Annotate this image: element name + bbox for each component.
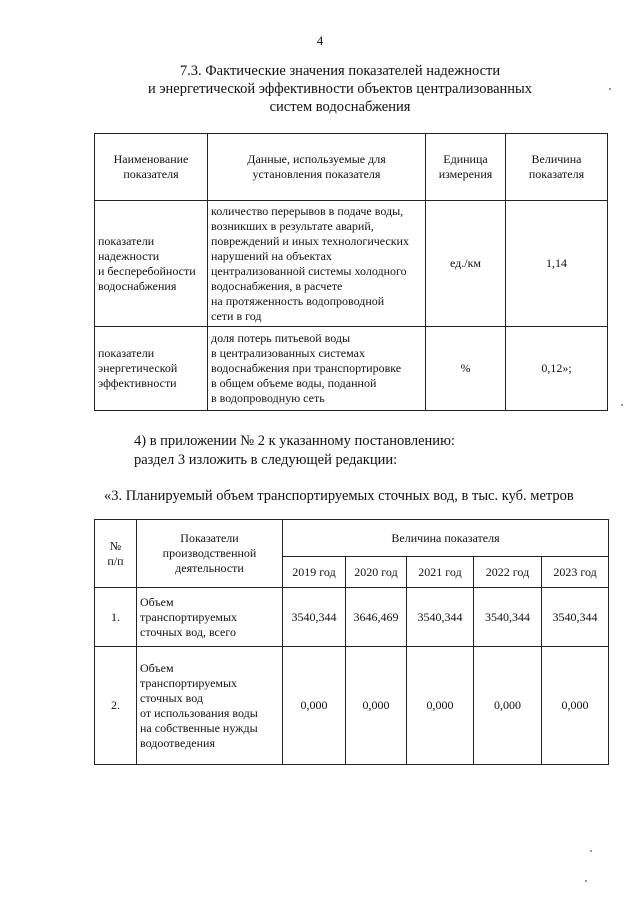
section-title [80,62,600,116]
page-number: 4 [316,33,324,48]
value-cell: 0,000 [283,647,346,765]
wastewater-volume-table [94,519,609,765]
table-row [95,327,608,411]
section-title-line: 7.3. Фактические значения показателей надежности [179,63,501,79]
header-indicator: Показатели производственной деятельности [137,520,283,588]
section-title-line: и энергетической эффективности объектов централизованных [147,81,533,97]
value-cell: 0,000 [474,647,542,765]
value-cell: 3540,344 [474,588,542,647]
indicator-name-cell: Объем транспортируемых сточных вод от использования воды на собственные нужды водоотведения [137,647,283,765]
table-row [95,201,608,327]
header-indicator-name: Наименование показателя [95,134,208,201]
indicator-data-cell: количество перерывов в подаче воды, возникших в результате аварий, повреждений и иных технологических нарушений на объектах централизованной системы холодного водоснабжения, в расчете на протяженность водопроводной сети в год [208,201,426,327]
indicator-data-cell: доля потерь питьевой воды в централизованных системах водоснабжения при транспортировке в общем объеме воды, поданной в водопроводную сеть [208,327,426,411]
paragraph-section: раздел 3 изложить в следующей редакции: [134,452,398,468]
header-year: 2023 год [542,557,609,588]
header-data-used: Данные, используемые для установления показателя [208,134,426,201]
header-year: 2022 год [474,557,542,588]
indicator-name-cell: показатели надежности и бесперебойности водоснабжения [95,201,208,327]
table-header-row [95,134,608,201]
value-cell: 3540,344 [283,588,346,647]
row-number: 1. [95,588,137,647]
paragraph-amendment: 4) в приложении № 2 к указанному постановлению: [134,433,455,449]
table-header-row [95,520,609,557]
scan-speck [590,850,592,852]
value-cell: 1,14 [506,201,608,327]
header-value-group: Величина показателя [283,520,609,557]
value-cell: 0,12»; [506,327,608,411]
unit-cell: ед./км [426,201,506,327]
section-title-line: систем водоснабжения [269,99,411,115]
value-cell: 3646,469 [346,588,407,647]
scan-speck [609,88,611,90]
indicator-name-cell: Объем транспортируемых сточных вод, всего [137,588,283,647]
scan-speck [621,404,623,406]
scan-speck [585,880,587,882]
value-cell: 0,000 [542,647,609,765]
value-cell: 3540,344 [407,588,474,647]
row-number: 2. [95,647,137,765]
header-value: Величина показателя [506,134,608,201]
table-row [95,647,609,765]
paragraph-table-title: «3. Планируемый объем транспортируемых сточных вод, в тыс. куб. метров [104,488,574,504]
indicator-name-cell: показатели энергетической эффективности [95,327,208,411]
value-cell: 0,000 [407,647,474,765]
header-year: 2019 год [283,557,346,588]
header-year: 2020 год [346,557,407,588]
value-cell: 3540,344 [542,588,609,647]
reliability-indicators-table [94,133,608,411]
unit-cell: % [426,327,506,411]
value-cell: 0,000 [346,647,407,765]
header-year: 2021 год [407,557,474,588]
table-row [95,588,609,647]
header-unit: Единица измерения [426,134,506,201]
header-number: № п/п [95,520,137,588]
